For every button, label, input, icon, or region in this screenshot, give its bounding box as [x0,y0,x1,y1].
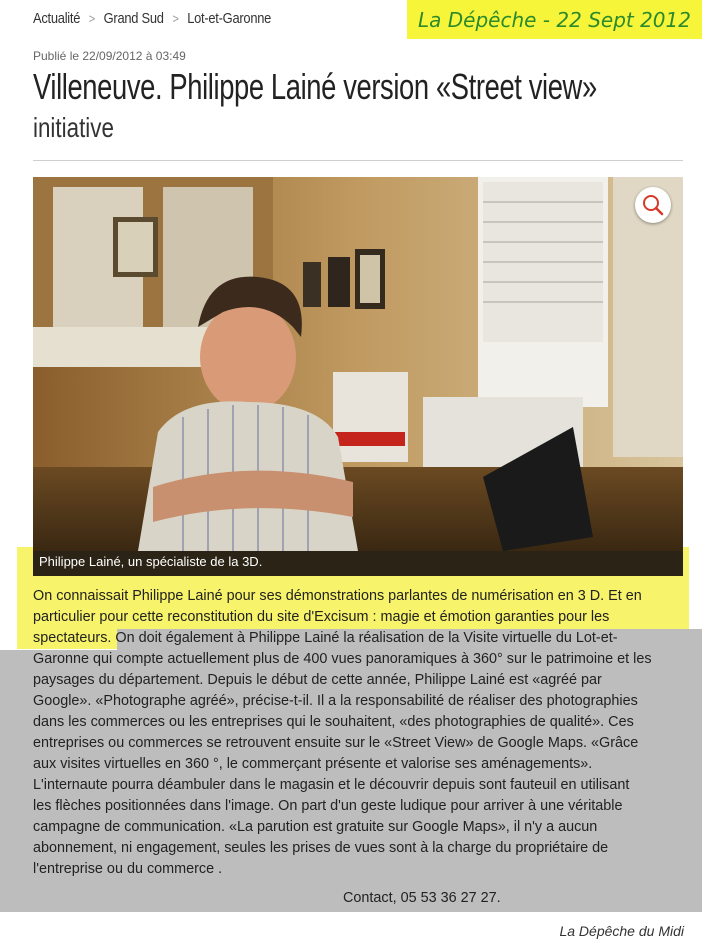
body-line-part: On doit également à Philippe Lainé la réalisation de la Visite virtuelle du Lot-et- [111,630,618,646]
body-line: On connaissait Philippe Lainé pour ses démonstrations parlantes de numérisation en 3 D. Et en [33,588,642,604]
article-title: Villeneuve. Philippe Lainé version «Street view» [33,66,597,107]
breadcrumb-separator: > [88,10,96,26]
breadcrumb-item-grand-sud[interactable]: Grand Sud [103,9,164,27]
header-divider [33,160,683,161]
article-body [33,586,693,880]
breadcrumb-item-lot-et-garonne[interactable]: Lot-et-Garonne [187,9,272,27]
publication-date: Publié le 22/09/2012 à 03:49 [33,49,186,63]
source-attribution: La Dépêche du Midi [559,923,684,939]
breadcrumb-separator: > [172,10,179,26]
stamp-text: La Dépêche - 22 Sept 2012 [418,7,691,32]
body-line [33,628,693,649]
article-subtitle: initiative [33,112,114,143]
magnifier-icon [641,193,665,217]
contact-line: Contact, 05 53 36 27 27. [343,890,501,906]
body-line-part: spectateurs. [33,630,112,646]
body-line: particulier pour cette reconstitution du site d'Excisum : magie et émotion garanties pour les [33,609,610,625]
body-line: dans les commerces ou les entreprises qui le souhaitent, «des photographies de qualité». Ces [33,714,634,730]
breadcrumb-item-actualite[interactable]: Actualité [33,9,81,27]
zoom-button[interactable] [635,187,671,223]
breadcrumb [33,7,271,29]
body-line: l'entreprise ou du commerce . [33,861,223,877]
body-line: campagne de communication. «La parution est gratuite sur Google Maps», il n'y a aucun [33,819,598,835]
source-date-stamp [407,0,702,39]
body-line: entreprises ou commerces se retrouvent ensuite sur le «Street View» de Google Maps. «Grâce [33,735,639,751]
photo-scene [33,177,683,551]
body-line: paysages du département. Depuis le début de cette année, Philippe Lainé est «agréé par [33,672,602,688]
body-line: abonnement, ni engagement, seules les prises de vues sont à la charge du propriétaire de [33,840,609,856]
photo-caption: Philippe Lainé, un spécialiste de la 3D. [39,554,263,569]
body-line: Garonne qui compte actuellement plus de 400 vues panoramiques à 360° sur le patrimoine et les [33,651,652,667]
body-line: L'internaute pourra déambuler dans le magasin et le découvrir depuis sont fauteuil en utilisant [33,777,630,793]
body-line: Google». «Photographe agréé», précise-t-il. Il a la responsabilité de réaliser des photographies [33,693,638,709]
body-line: les flèches positionnées dans l'image. On part d'un geste ludique pour arriver à une véritable [33,798,623,814]
body-line: aux visites virtuelles en 360 °, le commerçant présente et valorise ses aménagements». [33,756,593,772]
article-photo[interactable] [33,177,683,551]
